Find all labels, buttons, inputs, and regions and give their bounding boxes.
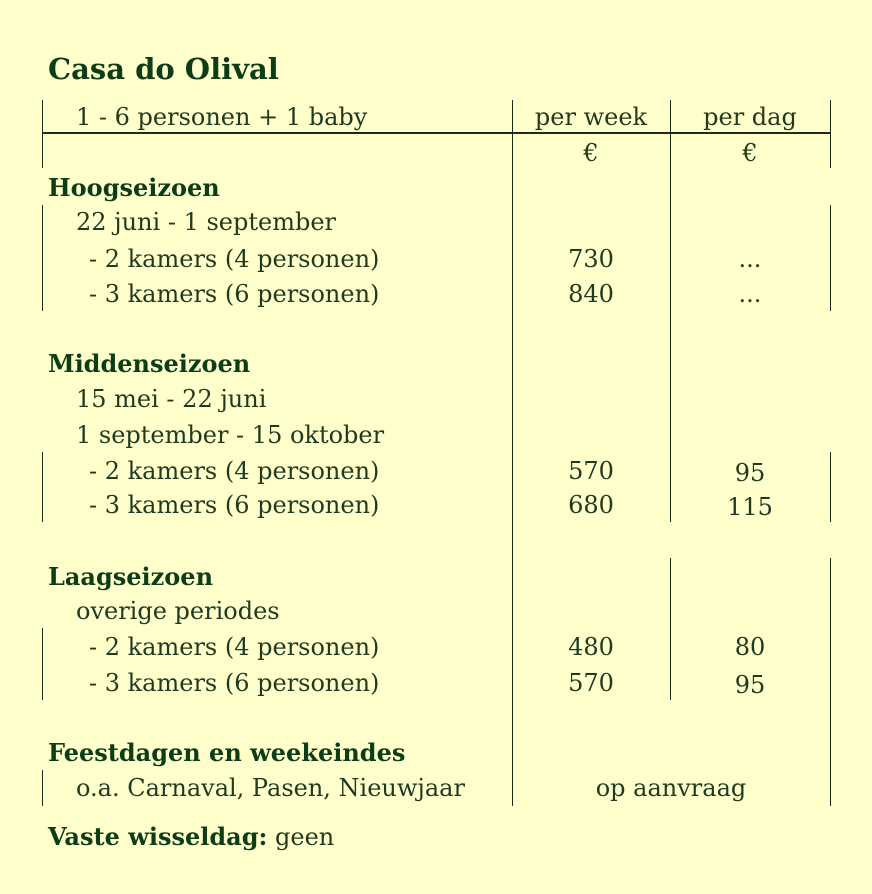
price-day: 115 — [727, 493, 773, 521]
changeover-day-value: geen — [275, 823, 335, 851]
row-label: - 3 kamers (6 personen) — [89, 669, 380, 697]
page-title: Casa do Olival — [48, 52, 279, 86]
section-heading: Laagseizoen — [48, 562, 214, 591]
period-label: o.a. Carnaval, Pasen, Nieuwjaar — [76, 774, 465, 802]
on-request-label: op aanvraag — [595, 774, 747, 802]
table-left-border — [42, 452, 43, 522]
period-label: 15 mei - 22 juni — [76, 385, 267, 413]
section-heading: Middenseizoen — [48, 349, 251, 378]
row-label: - 2 kamers (4 personen) — [89, 633, 380, 661]
table-left-border — [42, 205, 43, 311]
price-week: 730 — [568, 245, 614, 273]
table-right-border — [830, 558, 831, 806]
table-left-border — [42, 770, 43, 806]
section-heading: Hoogseizoen — [48, 173, 220, 202]
currency-week: € — [583, 139, 599, 167]
period-label: 1 september - 15 oktober — [76, 421, 385, 449]
table-right-border — [830, 100, 831, 168]
section-heading: Feestdagen en weekeindes — [48, 738, 406, 767]
changeover-day — [48, 822, 334, 851]
price-week: 680 — [568, 491, 614, 519]
currency-day: € — [742, 139, 758, 167]
price-week: 480 — [568, 633, 614, 661]
column-header-week: per week — [534, 103, 648, 131]
column-divider-week — [512, 100, 513, 806]
price-day: ... — [738, 245, 762, 273]
table-right-border — [830, 205, 831, 311]
header-label: 1 - 6 personen + 1 baby — [76, 103, 368, 131]
table-left-border — [42, 628, 43, 700]
price-week: 840 — [568, 280, 614, 308]
table-left-border — [42, 100, 43, 168]
price-day: 95 — [734, 459, 766, 487]
column-header-day: per dag — [703, 103, 797, 131]
price-day: 95 — [734, 671, 766, 699]
price-week: 570 — [568, 669, 614, 697]
price-week: 570 — [568, 457, 614, 485]
row-label: - 2 kamers (4 personen) — [89, 457, 380, 485]
price-day: ... — [738, 280, 762, 308]
row-label: - 2 kamers (4 personen) — [89, 245, 380, 273]
period-label: 22 juni - 1 september — [76, 208, 336, 236]
header-divider — [42, 132, 830, 134]
period-label: overige periodes — [76, 597, 280, 625]
row-label: - 3 kamers (6 personen) — [89, 491, 380, 519]
row-label: - 3 kamers (6 personen) — [89, 280, 380, 308]
changeover-day-label: Vaste wisseldag: — [48, 822, 268, 851]
table-right-border — [830, 452, 831, 522]
price-day: 80 — [734, 633, 766, 661]
